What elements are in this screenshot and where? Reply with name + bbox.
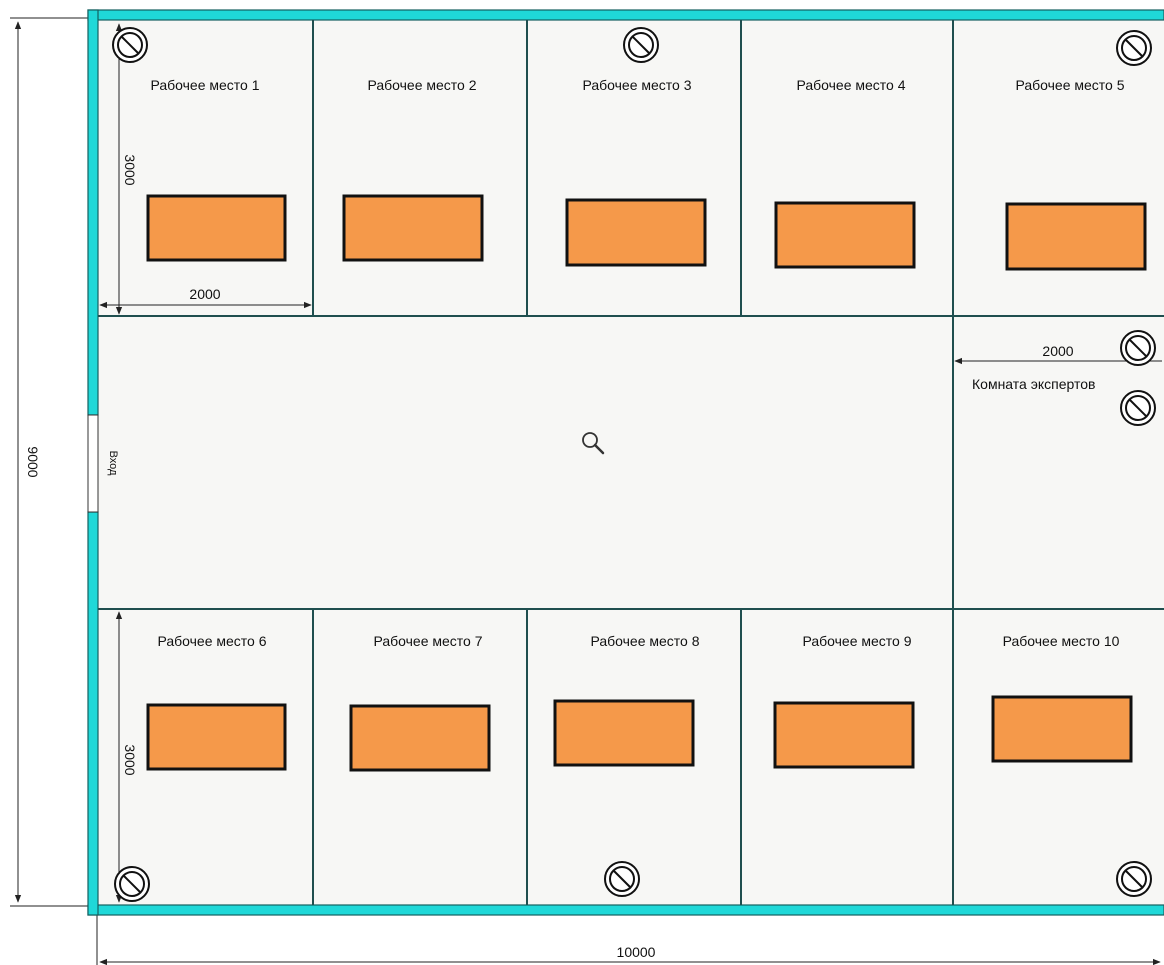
entrance-label: Вход xyxy=(107,450,119,476)
total-width-label: 10000 xyxy=(616,944,656,960)
no-entry-icon xyxy=(1121,391,1155,425)
no-entry-icon xyxy=(1117,862,1151,896)
workstation-label-4: Рабочее место 4 xyxy=(796,77,906,93)
workstation-label-2: Рабочее место 2 xyxy=(367,77,477,93)
workstation-label-10: Рабочее место 10 xyxy=(1002,633,1120,649)
workstation-label-9: Рабочее место 9 xyxy=(802,633,912,649)
desk-10 xyxy=(993,697,1131,761)
workstation-label-8: Рабочее место 8 xyxy=(590,633,700,649)
workstation-label-1: Рабочее место 1 xyxy=(150,77,260,93)
desk-4 xyxy=(776,203,914,267)
desk-3 xyxy=(567,200,705,265)
cell-width-label: 2000 xyxy=(189,286,221,302)
dimension-total-width xyxy=(97,915,1160,965)
cell-depth-bottom-label: 3000 xyxy=(122,744,138,776)
experts-room-width-label: 2000 xyxy=(1042,343,1074,359)
desk-5 xyxy=(1007,204,1145,269)
floor xyxy=(96,18,1164,909)
desk-6 xyxy=(148,705,285,769)
cell-depth-top-label: 3000 xyxy=(122,154,138,186)
workstation-label-5: Рабочее место 5 xyxy=(1015,77,1125,93)
no-entry-icon xyxy=(113,28,147,62)
wall-left-bottom xyxy=(88,512,98,915)
desk-9 xyxy=(775,703,913,767)
desk-1 xyxy=(148,196,285,260)
workstation-label-7: Рабочее место 7 xyxy=(373,633,483,649)
wall-bottom xyxy=(88,905,1164,915)
workstation-label-3: Рабочее место 3 xyxy=(582,77,692,93)
total-height-label: 9000 xyxy=(25,446,41,478)
wall-top xyxy=(88,10,1164,20)
dimension-total-height xyxy=(10,18,88,906)
no-entry-icon xyxy=(605,862,639,896)
desk-8 xyxy=(555,701,693,765)
workstation-label-6: Рабочее место 6 xyxy=(157,633,267,649)
desk-7 xyxy=(351,706,489,770)
entrance-door xyxy=(88,415,98,512)
no-entry-icon xyxy=(624,28,658,62)
desk-2 xyxy=(344,196,482,260)
wall-left-top xyxy=(88,10,98,415)
no-entry-icon xyxy=(1121,331,1155,365)
no-entry-icon xyxy=(115,867,149,901)
no-entry-icon xyxy=(1117,31,1151,65)
experts-room-label: Комната экспертов xyxy=(972,376,1096,392)
